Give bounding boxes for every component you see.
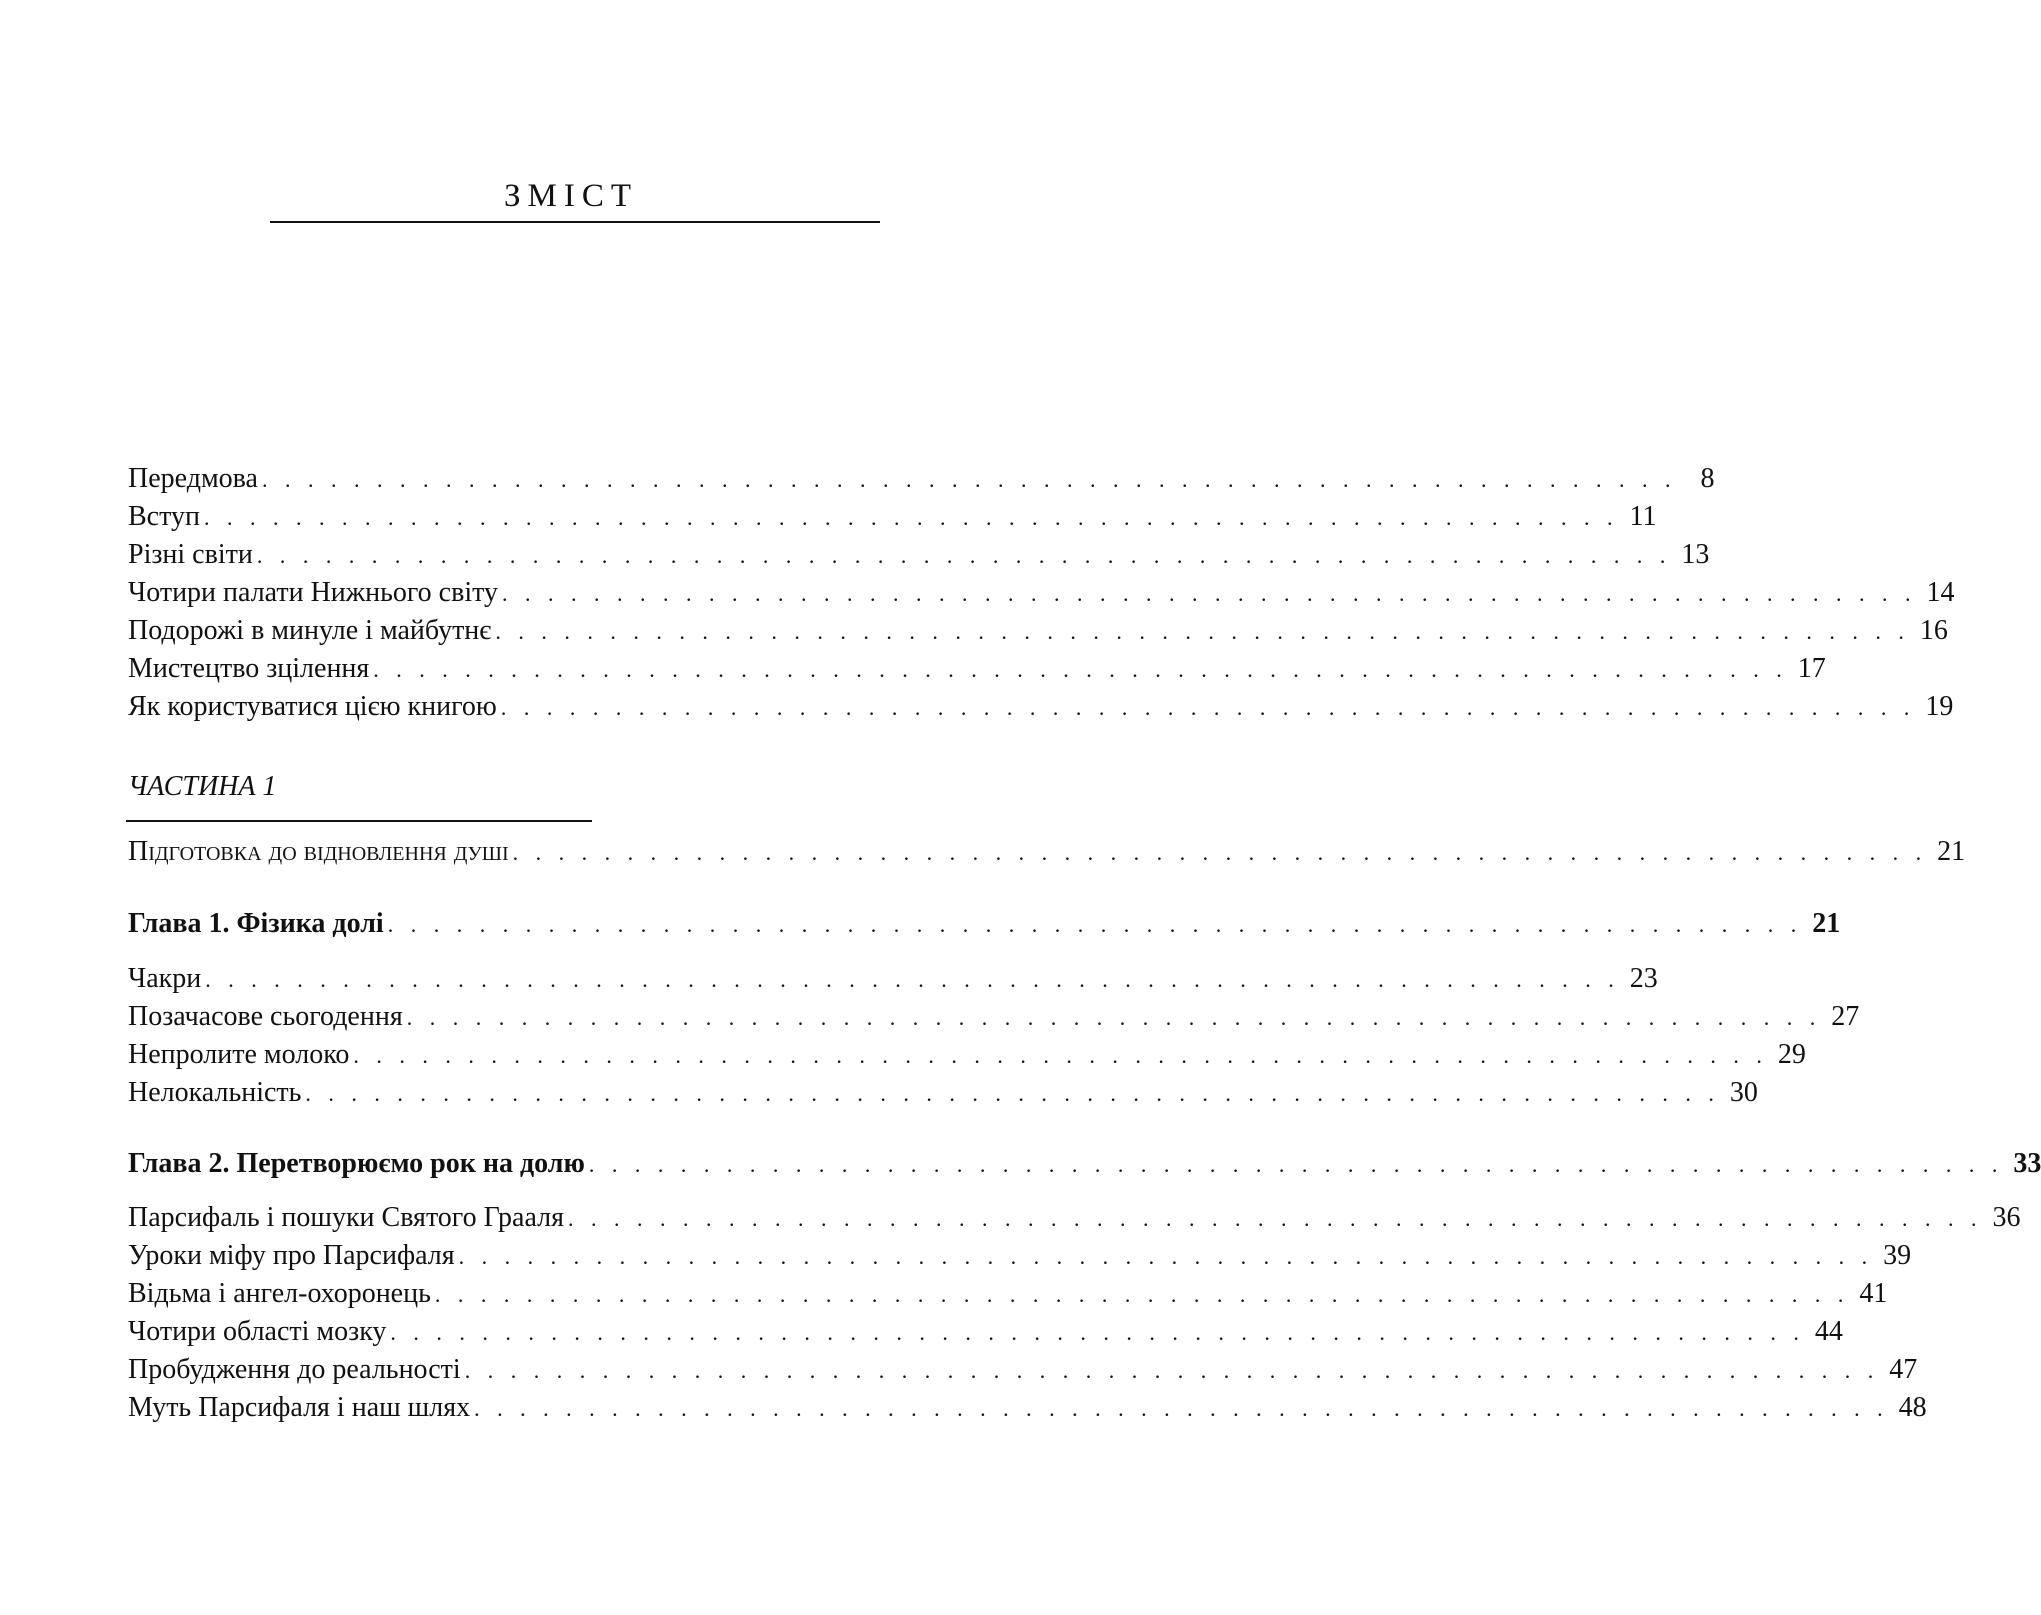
toc-leader-dots: . . . . . . . . . . . . . . . . . . . . . . . . . . . . . . . . . . . . . . . . . . . . . . . . . . . . . . . . . . . . . . xyxy=(501,581,1917,606)
toc-entry-page: 39 xyxy=(1883,1240,1912,1271)
toc-entry-chakras[interactable] xyxy=(128,960,1658,998)
toc-leader-dots: . . . . . . . . . . . . . . . . . . . . . . . . . . . . . . . . . . . . . . . . . . . . . . . . . . . . . . . . . . . . . . xyxy=(390,1320,1805,1345)
toc-entry-page: 41 xyxy=(1859,1278,1888,1309)
toc-entry-different-worlds[interactable] xyxy=(128,536,1710,574)
toc-entry-label: Уроки міфу про Парсифаля xyxy=(128,1240,455,1271)
toc-entry-chapter-1[interactable] xyxy=(128,905,1841,943)
toc-leader-dots: . . . . . . . . . . . . . . . . . . . . . . . . . . . . . . . . . . . . . . . . . . . . . . . . . . . . . . . . . . . . . . xyxy=(474,1396,1889,1421)
toc-leader-dots: . . . . . . . . . . . . . . . . . . . . . . . . . . . . . . . . . . . . . . . . . . . . . . . . . . . . . . . . . . . . . . xyxy=(203,505,1619,530)
toc-entry-page: 16 xyxy=(1919,615,1948,646)
toc-entry-page: 36 xyxy=(1992,1202,2021,1233)
page-title: ЗМІСТ xyxy=(503,178,639,214)
toc-entry-label: Вступ xyxy=(128,501,200,532)
toc-entry-how-to-use[interactable] xyxy=(128,688,1954,726)
toc-intro-list xyxy=(128,460,1955,726)
toc-entry-parsifal-path[interactable] xyxy=(128,1389,1927,1427)
toc-leader-dots: . . . . . . . . . . . . . . . . . . . . . . . . . . . . . . . . . . . . . . . . . . . . . . . . . . . . . . . . . . . . . . xyxy=(305,1081,1720,1106)
toc-entry-label: Мистецтво зцілення xyxy=(128,653,370,684)
toc-entry-label: Чотири палати Нижнього світу xyxy=(128,577,498,608)
part-heading: ЧАСТИНА 1 xyxy=(128,771,277,802)
toc-leader-dots: . . . . . . . . . . . . . . . . . . . . . . . . . . . . . . . . . . . . . . . . . . . . . . . . . . . . . . . . . . . . . . xyxy=(256,543,1672,568)
toc-entry-label: Глава 1. Фізика долі xyxy=(128,908,384,939)
toc-entry-page: 21 xyxy=(1812,908,1841,939)
toc-entry-page: 11 xyxy=(1629,501,1657,532)
toc-entry-label: Непролите молоко xyxy=(128,1039,350,1070)
toc-entry-label: Парсифаль і пошуки Святого Грааля xyxy=(128,1202,564,1233)
toc-entry-label: Відьма і ангел-охоронець xyxy=(128,1278,431,1309)
toc-entry-witch-angel[interactable] xyxy=(128,1275,1888,1313)
toc-entry-page: 44 xyxy=(1814,1316,1843,1347)
toc-entry-label: Підготовка до відновлення душі xyxy=(128,836,509,867)
toc-entry-chapter-2[interactable] xyxy=(128,1145,2041,1183)
toc-entry-label: Позачасове сьогодення xyxy=(128,1001,403,1032)
toc-entry-myth-lessons[interactable] xyxy=(128,1237,1912,1275)
toc-entry-page: 8 xyxy=(1700,463,1715,494)
toc-leader-dots: . . . . . . . . . . . . . . . . . . . . . . . . . . . . . . . . . . . . . . . . . . . . . . . . . . . . . . . . . . . . . . xyxy=(464,1358,1880,1383)
toc-leader-dots: . . . . . . . . . . . . . . . . . . . . . . . . . . . . . . . . . . . . . . . . . . . . . . . . . . . . . . . . . . . . . . xyxy=(458,1244,1874,1269)
toc-leader-dots: . . . . . . . . . . . . . . . . . . . . . . . . . . . . . . . . . . . . . . . . . . . . . . . . . . . . . . . . . . . . . . xyxy=(512,840,1928,865)
toc-entry-label: Подорожі в минуле і майбутнє xyxy=(128,615,492,646)
toc-entry-page: 21 xyxy=(1937,836,1966,867)
toc-entry-label: Різні світи xyxy=(128,539,253,570)
toc-entry-page: 47 xyxy=(1889,1354,1918,1385)
toc-entry-label: Як користуватися цією книгою xyxy=(128,691,497,722)
toc-entry-foreword[interactable] xyxy=(128,460,1715,498)
toc-entry-page: 48 xyxy=(1898,1392,1927,1423)
toc-chapter-2-heading xyxy=(128,1145,2041,1183)
toc-entry-label: Муть Парсифаля і наш шлях xyxy=(128,1392,471,1423)
toc-entry-journeys[interactable] xyxy=(128,612,1948,650)
toc-entry-label: Чотири області мозку xyxy=(128,1316,387,1347)
toc-entry-art-of-healing[interactable] xyxy=(128,650,1826,688)
toc-entry-brain-regions[interactable] xyxy=(128,1313,1843,1351)
toc-entry-label: Передмова xyxy=(128,463,258,494)
toc-leader-dots: . . . . . . . . . . . . . . . . . . . . . . . . . . . . . . . . . . . . . . . . . . . . . . . . . . . . . . . . . . . . . . xyxy=(373,657,1788,682)
toc-leader-dots: . . . . . . . . . . . . . . . . . . . . . . . . . . . . . . . . . . . . . . . . . . . . . . . . . . . . . . . . . . . . . . xyxy=(500,695,1916,720)
toc-entry-unspilled-milk[interactable] xyxy=(128,1036,1806,1074)
toc-entry-parsifal-grail[interactable] xyxy=(128,1199,2021,1237)
toc-entry-label: Глава 2. Перетворюємо рок на долю xyxy=(128,1148,585,1179)
toc-entry-awakening[interactable] xyxy=(128,1351,1918,1389)
toc-leader-dots: . . . . . . . . . . . . . . . . . . . . . . . . . . . . . . . . . . . . . . . . . . . . . . . . . . . . . . . . . . . . . . xyxy=(353,1043,1768,1068)
toc-chapter-2-list xyxy=(128,1199,2021,1427)
title-underline xyxy=(270,221,880,223)
toc-entry-four-chambers[interactable] xyxy=(128,574,1955,612)
toc-leader-dots: . . . . . . . . . . . . . . . . . . . . . . . . . . . . . . . . . . . . . . . . . . . . . . . . . . . . . . . . . . . . . . xyxy=(495,619,1910,644)
toc-entry-page: 13 xyxy=(1681,539,1710,570)
toc-leader-dots: . . . . . . . . . . . . . . . . . . . . . . . . . . . . . . . . . . . . . . . . . . . . . . . . . . . . . . . . . . . . . . xyxy=(406,1005,1822,1030)
toc-leader-dots: . . . . . . . . . . . . . . . . . . . . . . . . . . . . . . . . . . . . . . . . . . . . . . . . . . . . . . . . . . . . . . xyxy=(434,1282,1850,1307)
part-underline xyxy=(126,820,592,822)
toc-leader-dots: . . . . . . . . . . . . . . . . . . . . . . . . . . . . . . . . . . . . . . . . . . . . . . . . . . . . . . . . . . . . . . xyxy=(387,912,1803,937)
toc-entry-page: 23 xyxy=(1629,963,1658,994)
toc-entry-timeless-present[interactable] xyxy=(128,998,1860,1036)
toc-entry-page: 17 xyxy=(1797,653,1826,684)
toc-entry-label: Пробудження до реальності xyxy=(128,1354,461,1385)
toc-leader-dots: . . . . . . . . . . . . . . . . . . . . . . . . . . . . . . . . . . . . . . . . . . . . . . . . . . . . . . . . . . . . . . xyxy=(588,1152,2004,1177)
toc-entry-page: 14 xyxy=(1926,577,1955,608)
toc-entry-page: 19 xyxy=(1925,691,1954,722)
toc-entry-introduction[interactable] xyxy=(128,498,1657,536)
toc-entry-page: 27 xyxy=(1831,1001,1860,1032)
toc-entry-page: 30 xyxy=(1729,1077,1758,1108)
toc-leader-dots: . . . . . . . . . . . . . . . . . . . . . . . . . . . . . . . . . . . . . . . . . . . . . . . . . . . . . . . . . . . . . . xyxy=(567,1206,1983,1231)
toc-entry-label: Нелокальність xyxy=(128,1077,302,1108)
toc-entry-part-section[interactable] xyxy=(128,833,1966,871)
toc-leader-dots: . . . . . . . . . . . . . . . . . . . . . . . . . . . . . . . . . . . . . . . . . . . . . . . . . . . . . . . . . . . . . . xyxy=(205,967,1620,992)
toc-chapter-1-list xyxy=(128,960,1860,1112)
toc-entry-page: 29 xyxy=(1777,1039,1806,1070)
toc-entry-label: Чакри xyxy=(128,963,202,994)
toc-part-section xyxy=(128,833,1966,871)
toc-entry-nonlocality[interactable] xyxy=(128,1074,1758,1112)
toc-chapter-1-heading xyxy=(128,905,1841,943)
toc-entry-page: 33 xyxy=(2013,1148,2041,1179)
toc-leader-dots: . . . . . . . . . . . . . . . . . . . . . . . . . . . . . . . . . . . . . . . . . . . . . . . . . . . . . . . . . . . . . . xyxy=(261,467,1677,492)
